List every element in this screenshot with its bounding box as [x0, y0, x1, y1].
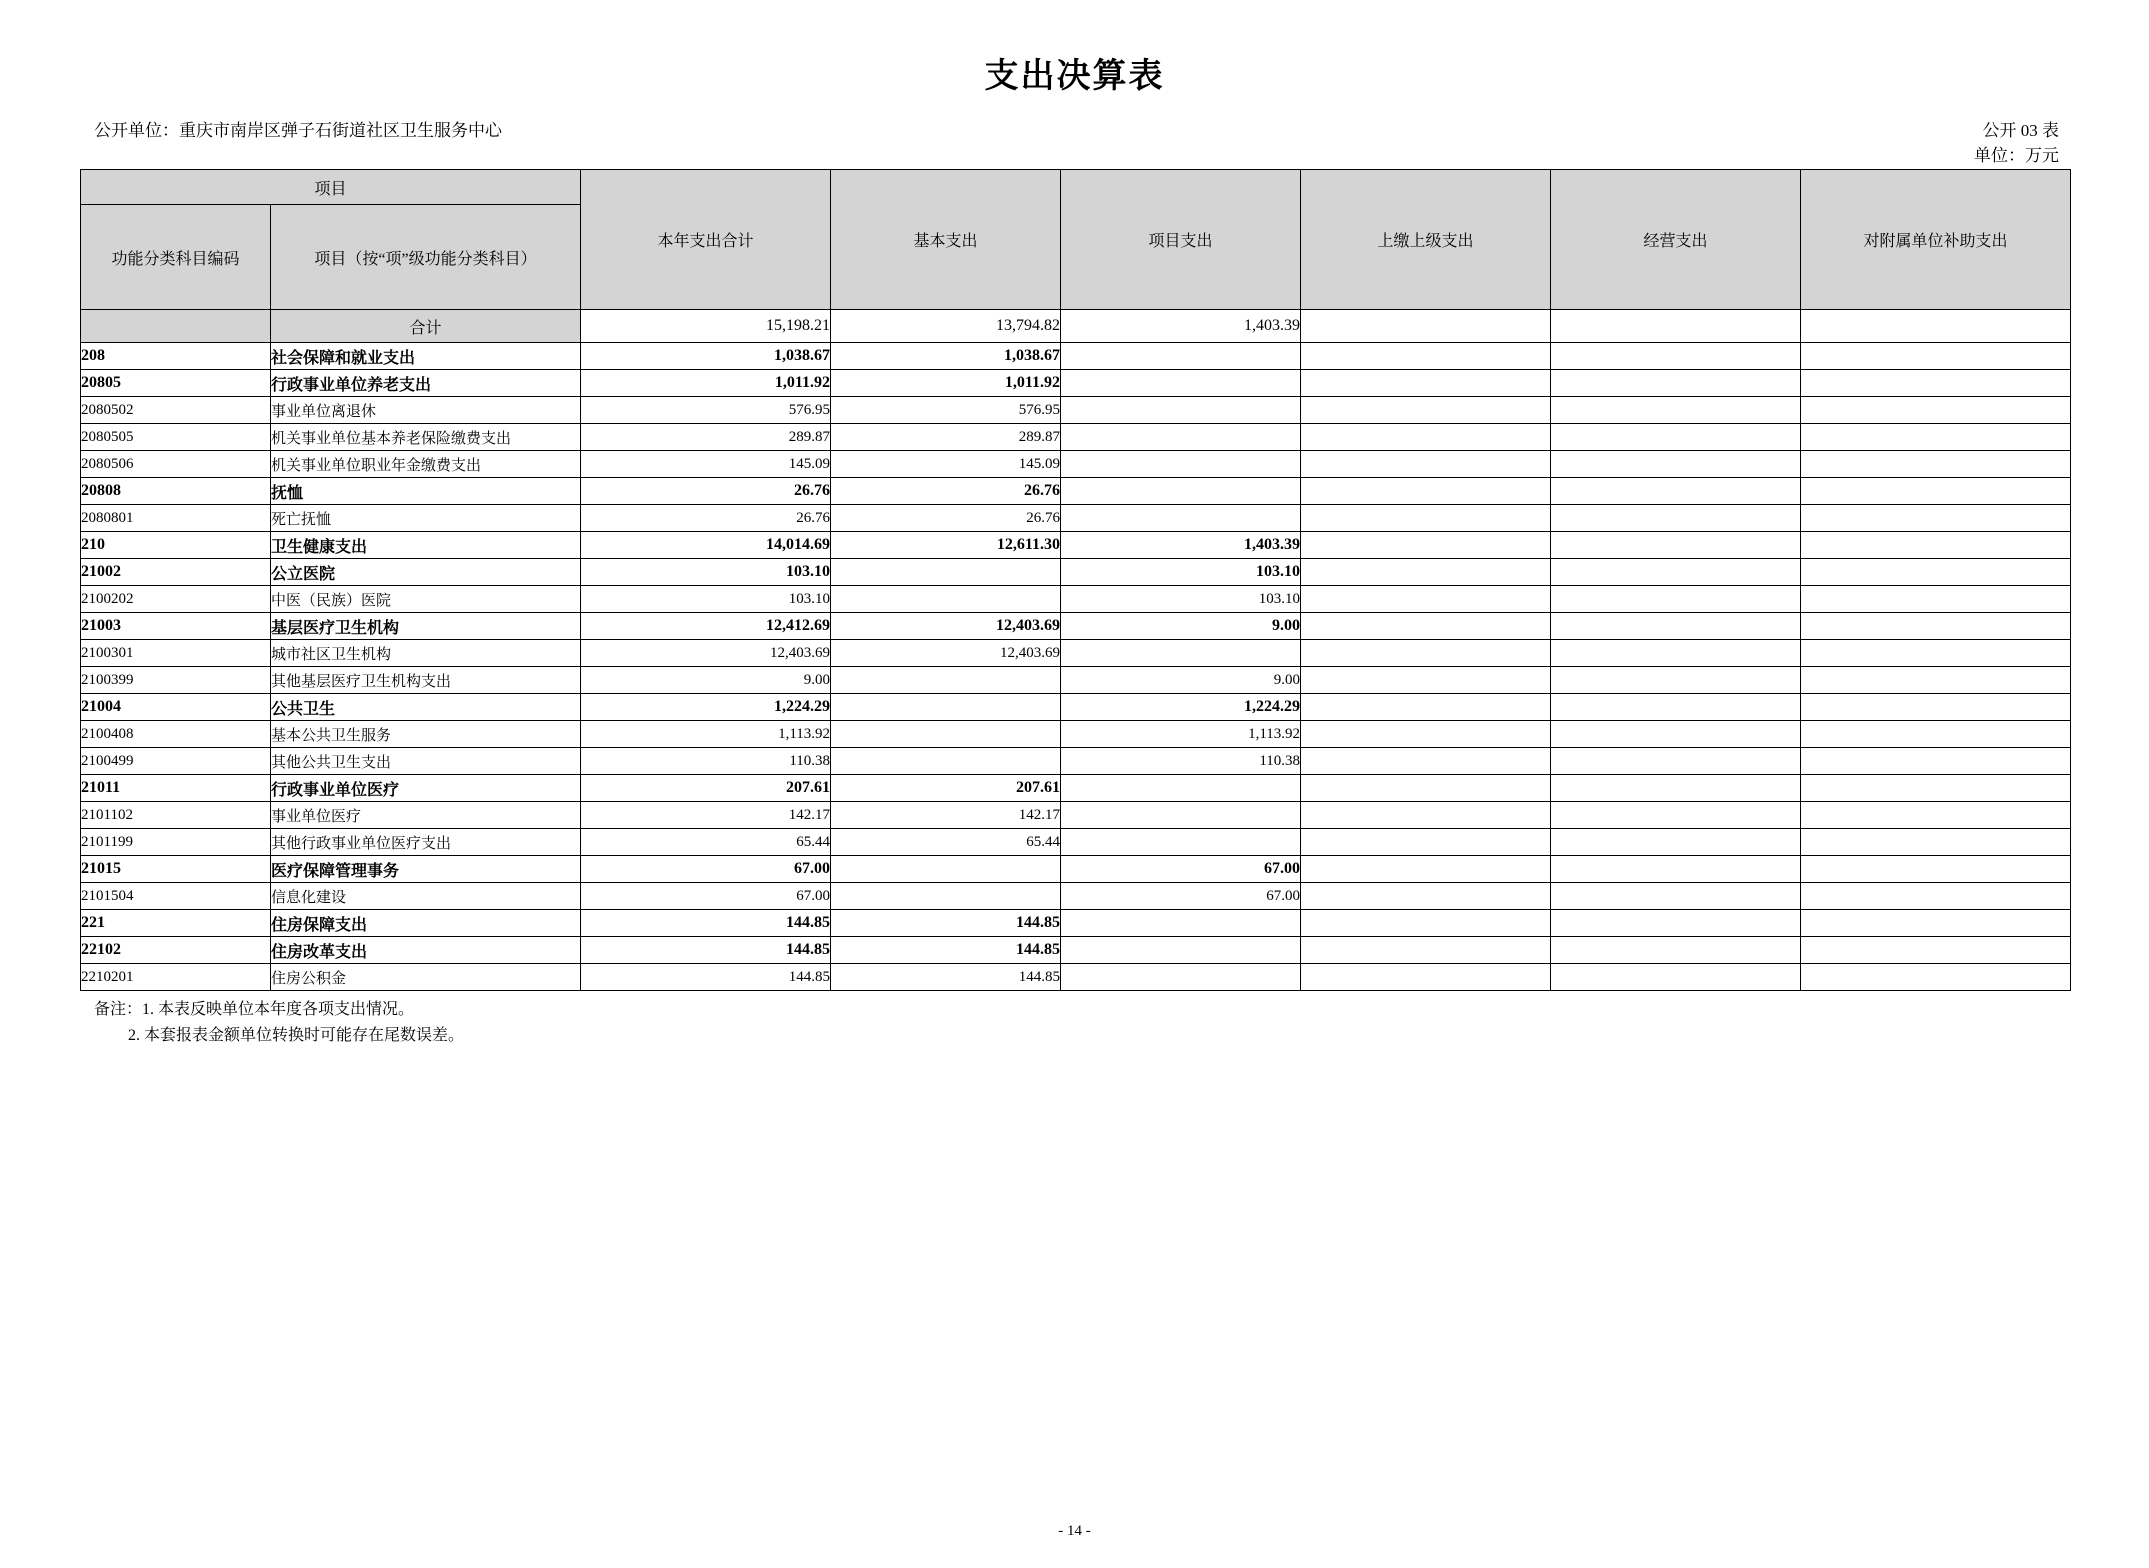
cell-operating — [1551, 640, 1801, 667]
table-row — [81, 559, 2071, 586]
cell-project — [1061, 937, 1301, 964]
cell-year-total: 26.76 — [581, 505, 831, 532]
total-operating — [1551, 310, 1801, 343]
cell-function-code: 2080505 — [81, 424, 271, 451]
cell-project: 103.10 — [1061, 559, 1301, 586]
cell-project — [1061, 478, 1301, 505]
header-group-project: 项目 — [81, 170, 581, 205]
cell-subsidy — [1801, 910, 2071, 937]
cell-subsidy — [1801, 883, 2071, 910]
table-row — [81, 802, 2071, 829]
table-row — [81, 883, 2071, 910]
cell-subsidy — [1801, 667, 2071, 694]
cell-year-total: 144.85 — [581, 910, 831, 937]
cell-function-code: 22102 — [81, 937, 271, 964]
cell-upper — [1301, 370, 1551, 397]
cell-operating — [1551, 937, 1801, 964]
cell-basic — [831, 667, 1061, 694]
cell-item-name: 其他基层医疗卫生机构支出 — [271, 667, 581, 694]
cell-year-total: 576.95 — [581, 397, 831, 424]
cell-upper — [1301, 910, 1551, 937]
cell-basic: 65.44 — [831, 829, 1061, 856]
header-upper: 上缴上级支出 — [1301, 170, 1551, 310]
total-project: 1,403.39 — [1061, 310, 1301, 343]
cell-basic: 1,038.67 — [831, 343, 1061, 370]
amount-unit: 单位：万元 — [1974, 145, 2059, 165]
cell-item-name: 基本公共卫生服务 — [271, 721, 581, 748]
cell-item-name: 其他公共卫生支出 — [271, 748, 581, 775]
cell-operating — [1551, 343, 1801, 370]
table-row — [81, 478, 2071, 505]
header-year-total: 本年支出合计 — [581, 170, 831, 310]
unit-label: 公开单位： — [94, 121, 179, 140]
cell-year-total: 67.00 — [581, 856, 831, 883]
cell-basic: 1,011.92 — [831, 370, 1061, 397]
cell-basic — [831, 883, 1061, 910]
cell-upper — [1301, 397, 1551, 424]
cell-item-name: 死亡抚恤 — [271, 505, 581, 532]
cell-item-name: 行政事业单位养老支出 — [271, 370, 581, 397]
cell-basic: 207.61 — [831, 775, 1061, 802]
table-row — [81, 451, 2071, 478]
expenditure-table — [80, 169, 2071, 991]
cell-subsidy — [1801, 640, 2071, 667]
document-page — [0, 48, 2149, 1568]
cell-year-total: 12,403.69 — [581, 640, 831, 667]
cell-upper — [1301, 748, 1551, 775]
cell-subsidy — [1801, 802, 2071, 829]
cell-project — [1061, 802, 1301, 829]
document-meta — [80, 119, 2069, 167]
note-line-1: 备注：1. 本表反映单位本年度各项支出情况。 — [94, 1001, 415, 1018]
cell-basic: 12,403.69 — [831, 613, 1061, 640]
cell-upper — [1301, 559, 1551, 586]
cell-subsidy — [1801, 937, 2071, 964]
cell-project: 9.00 — [1061, 667, 1301, 694]
cell-basic — [831, 694, 1061, 721]
cell-operating — [1551, 721, 1801, 748]
cell-project: 67.00 — [1061, 856, 1301, 883]
cell-subsidy — [1801, 559, 2071, 586]
cell-upper — [1301, 505, 1551, 532]
table-row — [81, 532, 2071, 559]
cell-year-total: 110.38 — [581, 748, 831, 775]
cell-operating — [1551, 451, 1801, 478]
cell-operating — [1551, 424, 1801, 451]
unit-info — [94, 119, 614, 144]
cell-operating — [1551, 802, 1801, 829]
table-row — [81, 856, 2071, 883]
table-row — [81, 667, 2071, 694]
cell-subsidy — [1801, 505, 2071, 532]
cell-basic: 144.85 — [831, 964, 1061, 991]
cell-year-total: 1,224.29 — [581, 694, 831, 721]
cell-function-code: 2080506 — [81, 451, 271, 478]
cell-item-name: 公共卫生 — [271, 694, 581, 721]
cell-year-total: 103.10 — [581, 586, 831, 613]
cell-subsidy — [1801, 586, 2071, 613]
form-info — [1974, 119, 2059, 168]
cell-function-code: 2100301 — [81, 640, 271, 667]
cell-item-name: 事业单位离退休 — [271, 397, 581, 424]
cell-item-name: 公立医院 — [271, 559, 581, 586]
table-row — [81, 343, 2071, 370]
cell-upper — [1301, 856, 1551, 883]
cell-basic: 145.09 — [831, 451, 1061, 478]
cell-project: 1,224.29 — [1061, 694, 1301, 721]
cell-subsidy — [1801, 397, 2071, 424]
cell-operating — [1551, 775, 1801, 802]
cell-function-code: 2210201 — [81, 964, 271, 991]
cell-year-total: 1,011.92 — [581, 370, 831, 397]
header-basic: 基本支出 — [831, 170, 1061, 310]
cell-upper — [1301, 424, 1551, 451]
cell-basic: 576.95 — [831, 397, 1061, 424]
cell-operating — [1551, 964, 1801, 991]
cell-project — [1061, 964, 1301, 991]
cell-year-total: 12,412.69 — [581, 613, 831, 640]
cell-function-code: 21015 — [81, 856, 271, 883]
header-operating: 经营支出 — [1551, 170, 1801, 310]
table-row — [81, 505, 2071, 532]
cell-year-total: 26.76 — [581, 478, 831, 505]
cell-year-total: 65.44 — [581, 829, 831, 856]
cell-operating — [1551, 829, 1801, 856]
cell-upper — [1301, 721, 1551, 748]
table-row — [81, 397, 2071, 424]
cell-item-name: 医疗保障管理事务 — [271, 856, 581, 883]
cell-year-total: 142.17 — [581, 802, 831, 829]
table-row — [81, 937, 2071, 964]
total-basic: 13,794.82 — [831, 310, 1061, 343]
cell-year-total: 14,014.69 — [581, 532, 831, 559]
cell-basic — [831, 856, 1061, 883]
cell-subsidy — [1801, 613, 2071, 640]
cell-operating — [1551, 370, 1801, 397]
table-row — [81, 370, 2071, 397]
table-row — [81, 964, 2071, 991]
total-year-total: 15,198.21 — [581, 310, 831, 343]
cell-project — [1061, 640, 1301, 667]
cell-item-name: 机关事业单位基本养老保险缴费支出 — [271, 424, 581, 451]
table-row — [81, 829, 2071, 856]
total-upper — [1301, 310, 1551, 343]
cell-operating — [1551, 748, 1801, 775]
cell-upper — [1301, 613, 1551, 640]
cell-year-total: 1,038.67 — [581, 343, 831, 370]
table-header-top — [81, 170, 2071, 205]
cell-subsidy — [1801, 478, 2071, 505]
cell-function-code: 2100408 — [81, 721, 271, 748]
cell-item-name: 抚恤 — [271, 478, 581, 505]
cell-subsidy — [1801, 343, 2071, 370]
cell-item-name: 事业单位医疗 — [271, 802, 581, 829]
cell-function-code: 2100202 — [81, 586, 271, 613]
total-row — [81, 310, 2071, 343]
cell-project — [1061, 451, 1301, 478]
table-row — [81, 748, 2071, 775]
cell-function-code: 210 — [81, 532, 271, 559]
header-subsidy: 对附属单位补助支出 — [1801, 170, 2071, 310]
cell-year-total: 1,113.92 — [581, 721, 831, 748]
cell-function-code: 2100399 — [81, 667, 271, 694]
cell-function-code: 2100499 — [81, 748, 271, 775]
cell-project: 67.00 — [1061, 883, 1301, 910]
table-body — [81, 310, 2071, 991]
cell-basic: 26.76 — [831, 478, 1061, 505]
cell-item-name: 住房公积金 — [271, 964, 581, 991]
cell-upper — [1301, 694, 1551, 721]
cell-operating — [1551, 478, 1801, 505]
cell-subsidy — [1801, 424, 2071, 451]
table-notes — [80, 997, 2069, 1048]
cell-project — [1061, 343, 1301, 370]
cell-basic: 26.76 — [831, 505, 1061, 532]
cell-function-code: 20808 — [81, 478, 271, 505]
table-row — [81, 721, 2071, 748]
table-row — [81, 910, 2071, 937]
cell-subsidy — [1801, 370, 2071, 397]
cell-operating — [1551, 397, 1801, 424]
header-project: 项目支出 — [1061, 170, 1301, 310]
table-row — [81, 775, 2071, 802]
cell-year-total: 103.10 — [581, 559, 831, 586]
cell-function-code: 21004 — [81, 694, 271, 721]
table-row — [81, 424, 2071, 451]
cell-operating — [1551, 910, 1801, 937]
table-row — [81, 694, 2071, 721]
cell-operating — [1551, 586, 1801, 613]
total-subsidy — [1801, 310, 2071, 343]
cell-item-name: 住房改革支出 — [271, 937, 581, 964]
cell-upper — [1301, 478, 1551, 505]
cell-function-code: 21011 — [81, 775, 271, 802]
form-number: 公开 03 表 — [1982, 121, 2059, 140]
cell-project — [1061, 397, 1301, 424]
cell-upper — [1301, 964, 1551, 991]
cell-item-name: 信息化建设 — [271, 883, 581, 910]
cell-basic: 12,403.69 — [831, 640, 1061, 667]
page-title: 支出决算表 — [984, 56, 1165, 96]
cell-item-name: 行政事业单位医疗 — [271, 775, 581, 802]
cell-project: 1,113.92 — [1061, 721, 1301, 748]
cell-function-code: 221 — [81, 910, 271, 937]
cell-subsidy — [1801, 721, 2071, 748]
cell-function-code: 2101199 — [81, 829, 271, 856]
cell-subsidy — [1801, 829, 2071, 856]
cell-operating — [1551, 505, 1801, 532]
page-footer: - 14 - — [1058, 1523, 1091, 1539]
cell-operating — [1551, 694, 1801, 721]
cell-upper — [1301, 883, 1551, 910]
cell-basic: 144.85 — [831, 910, 1061, 937]
cell-operating — [1551, 559, 1801, 586]
cell-upper — [1301, 451, 1551, 478]
header-function-code: 功能分类科目编码 — [81, 205, 271, 310]
cell-item-name: 其他行政事业单位医疗支出 — [271, 829, 581, 856]
cell-subsidy — [1801, 451, 2071, 478]
cell-function-code: 2101102 — [81, 802, 271, 829]
cell-year-total: 145.09 — [581, 451, 831, 478]
unit-name: 重庆市南岸区弹子石街道社区卫生服务中心 — [179, 121, 502, 140]
cell-item-name: 基层医疗卫生机构 — [271, 613, 581, 640]
table-row — [81, 586, 2071, 613]
cell-item-name: 城市社区卫生机构 — [271, 640, 581, 667]
cell-function-code: 21002 — [81, 559, 271, 586]
cell-upper — [1301, 775, 1551, 802]
cell-function-code: 2080801 — [81, 505, 271, 532]
cell-project — [1061, 424, 1301, 451]
table-row — [81, 640, 2071, 667]
cell-function-code: 2101504 — [81, 883, 271, 910]
cell-subsidy — [1801, 748, 2071, 775]
cell-function-code: 21003 — [81, 613, 271, 640]
cell-year-total: 289.87 — [581, 424, 831, 451]
cell-basic — [831, 748, 1061, 775]
cell-upper — [1301, 667, 1551, 694]
note-line-2: 2. 本套报表金额单位转换时可能存在尾数误差。 — [128, 1026, 465, 1044]
cell-function-code: 208 — [81, 343, 271, 370]
cell-upper — [1301, 532, 1551, 559]
cell-year-total: 144.85 — [581, 964, 831, 991]
cell-item-name: 中医（民族）医院 — [271, 586, 581, 613]
cell-item-name: 卫生健康支出 — [271, 532, 581, 559]
cell-upper — [1301, 802, 1551, 829]
cell-basic — [831, 721, 1061, 748]
cell-project: 9.00 — [1061, 613, 1301, 640]
cell-project: 110.38 — [1061, 748, 1301, 775]
cell-operating — [1551, 667, 1801, 694]
cell-operating — [1551, 613, 1801, 640]
cell-project — [1061, 775, 1301, 802]
total-row-label: 合计 — [271, 310, 581, 343]
cell-project: 103.10 — [1061, 586, 1301, 613]
cell-upper — [1301, 640, 1551, 667]
cell-subsidy — [1801, 694, 2071, 721]
cell-year-total: 67.00 — [581, 883, 831, 910]
cell-basic: 142.17 — [831, 802, 1061, 829]
total-row-code — [81, 310, 271, 343]
cell-item-name: 社会保障和就业支出 — [271, 343, 581, 370]
cell-function-code: 2080502 — [81, 397, 271, 424]
cell-basic — [831, 559, 1061, 586]
cell-upper — [1301, 586, 1551, 613]
cell-project — [1061, 505, 1301, 532]
header-item-name: 项目（按“项”级功能分类科目） — [271, 205, 581, 310]
cell-project — [1061, 910, 1301, 937]
cell-item-name: 住房保障支出 — [271, 910, 581, 937]
cell-upper — [1301, 937, 1551, 964]
cell-operating — [1551, 856, 1801, 883]
cell-basic — [831, 586, 1061, 613]
cell-year-total: 9.00 — [581, 667, 831, 694]
cell-upper — [1301, 343, 1551, 370]
cell-project — [1061, 370, 1301, 397]
cell-basic: 144.85 — [831, 937, 1061, 964]
cell-project: 1,403.39 — [1061, 532, 1301, 559]
cell-subsidy — [1801, 532, 2071, 559]
cell-operating — [1551, 883, 1801, 910]
cell-basic: 12,611.30 — [831, 532, 1061, 559]
cell-project — [1061, 829, 1301, 856]
table-row — [81, 613, 2071, 640]
cell-year-total: 207.61 — [581, 775, 831, 802]
cell-subsidy — [1801, 856, 2071, 883]
cell-year-total: 144.85 — [581, 937, 831, 964]
cell-upper — [1301, 829, 1551, 856]
cell-function-code: 20805 — [81, 370, 271, 397]
cell-operating — [1551, 532, 1801, 559]
cell-item-name: 机关事业单位职业年金缴费支出 — [271, 451, 581, 478]
cell-subsidy — [1801, 775, 2071, 802]
cell-subsidy — [1801, 964, 2071, 991]
cell-basic: 289.87 — [831, 424, 1061, 451]
